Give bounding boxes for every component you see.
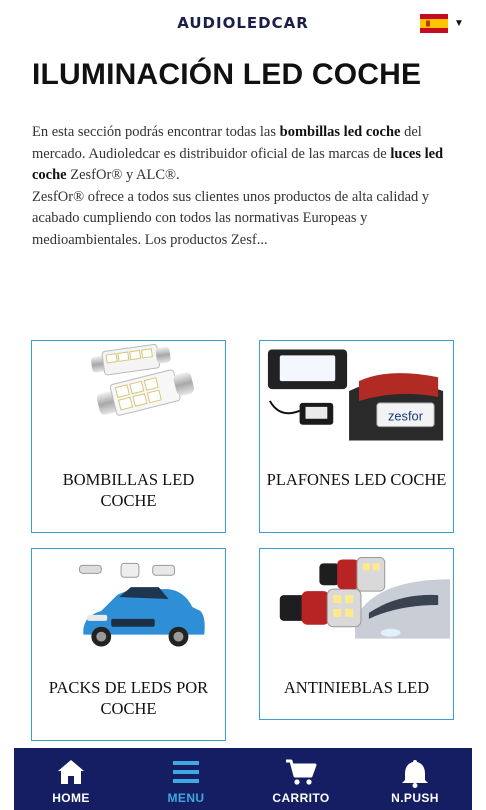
page-title: ILUMINACIÓN LED COCHE bbox=[32, 58, 422, 91]
top-bar bbox=[0, 0, 486, 48]
tab-label: CARRITO bbox=[272, 791, 330, 805]
intro-text-3: ZesfOr® y ALC®. bbox=[66, 167, 180, 183]
brand-title[interactable]: AUDIOLEDCAR bbox=[177, 14, 309, 32]
tab-label: N.PUSH bbox=[391, 791, 439, 805]
tab-push-notifications[interactable] bbox=[358, 748, 472, 810]
spain-flag-icon bbox=[420, 14, 448, 33]
fog-led-bulbs-image bbox=[260, 549, 453, 659]
tab-cart[interactable] bbox=[244, 748, 358, 810]
tab-menu[interactable] bbox=[129, 748, 243, 810]
category-card-bombillas[interactable] bbox=[31, 340, 226, 533]
category-card-antinieblas[interactable] bbox=[259, 548, 454, 720]
language-selector[interactable] bbox=[420, 14, 464, 33]
menu-icon bbox=[171, 758, 201, 786]
license-plate-light-image bbox=[260, 341, 453, 451]
plate-brand-text: zesfor bbox=[387, 408, 424, 424]
category-description bbox=[32, 122, 452, 251]
tab-home[interactable] bbox=[14, 748, 128, 810]
category-label[interactable]: BOMBILLAS LED COCHE bbox=[62, 470, 195, 510]
car-with-led-bulbs-image bbox=[32, 549, 225, 659]
cart-icon bbox=[285, 758, 317, 786]
bell-icon bbox=[401, 758, 429, 788]
category-card-packs[interactable] bbox=[31, 548, 226, 741]
intro-text-1: En esta sección podrás encontrar todas las bbox=[32, 124, 280, 140]
category-label[interactable]: ANTINIEBLAS LED bbox=[283, 678, 430, 697]
category-card-plafones[interactable] bbox=[259, 340, 454, 533]
intro-bold-1: bombillas led coche bbox=[279, 124, 401, 140]
home-icon bbox=[56, 758, 86, 786]
intro-text-2: del mercado. Audioledcar es distribuidor oficial de las marcas de bbox=[32, 124, 422, 162]
category-label[interactable]: PACKS DE LEDS POR COCHE bbox=[48, 678, 209, 718]
category-label[interactable]: PLAFONES LED COCHE bbox=[266, 470, 447, 489]
led-festoon-bulbs-image bbox=[32, 341, 225, 451]
bottom-tab-bar bbox=[14, 748, 472, 810]
tab-label: MENU bbox=[167, 791, 205, 805]
intro-bold-2: luces led coche bbox=[32, 145, 444, 183]
intro-text-4: ZesfOr® ofrece a todos sus clientes unos productos de alta calidad y acabado cumpliendo con todos las normativas Europeas y medioambientales. Los productos Zesf... bbox=[32, 188, 430, 248]
tab-label: HOME bbox=[52, 791, 90, 805]
chevron-down-icon: ▼ bbox=[454, 18, 464, 29]
